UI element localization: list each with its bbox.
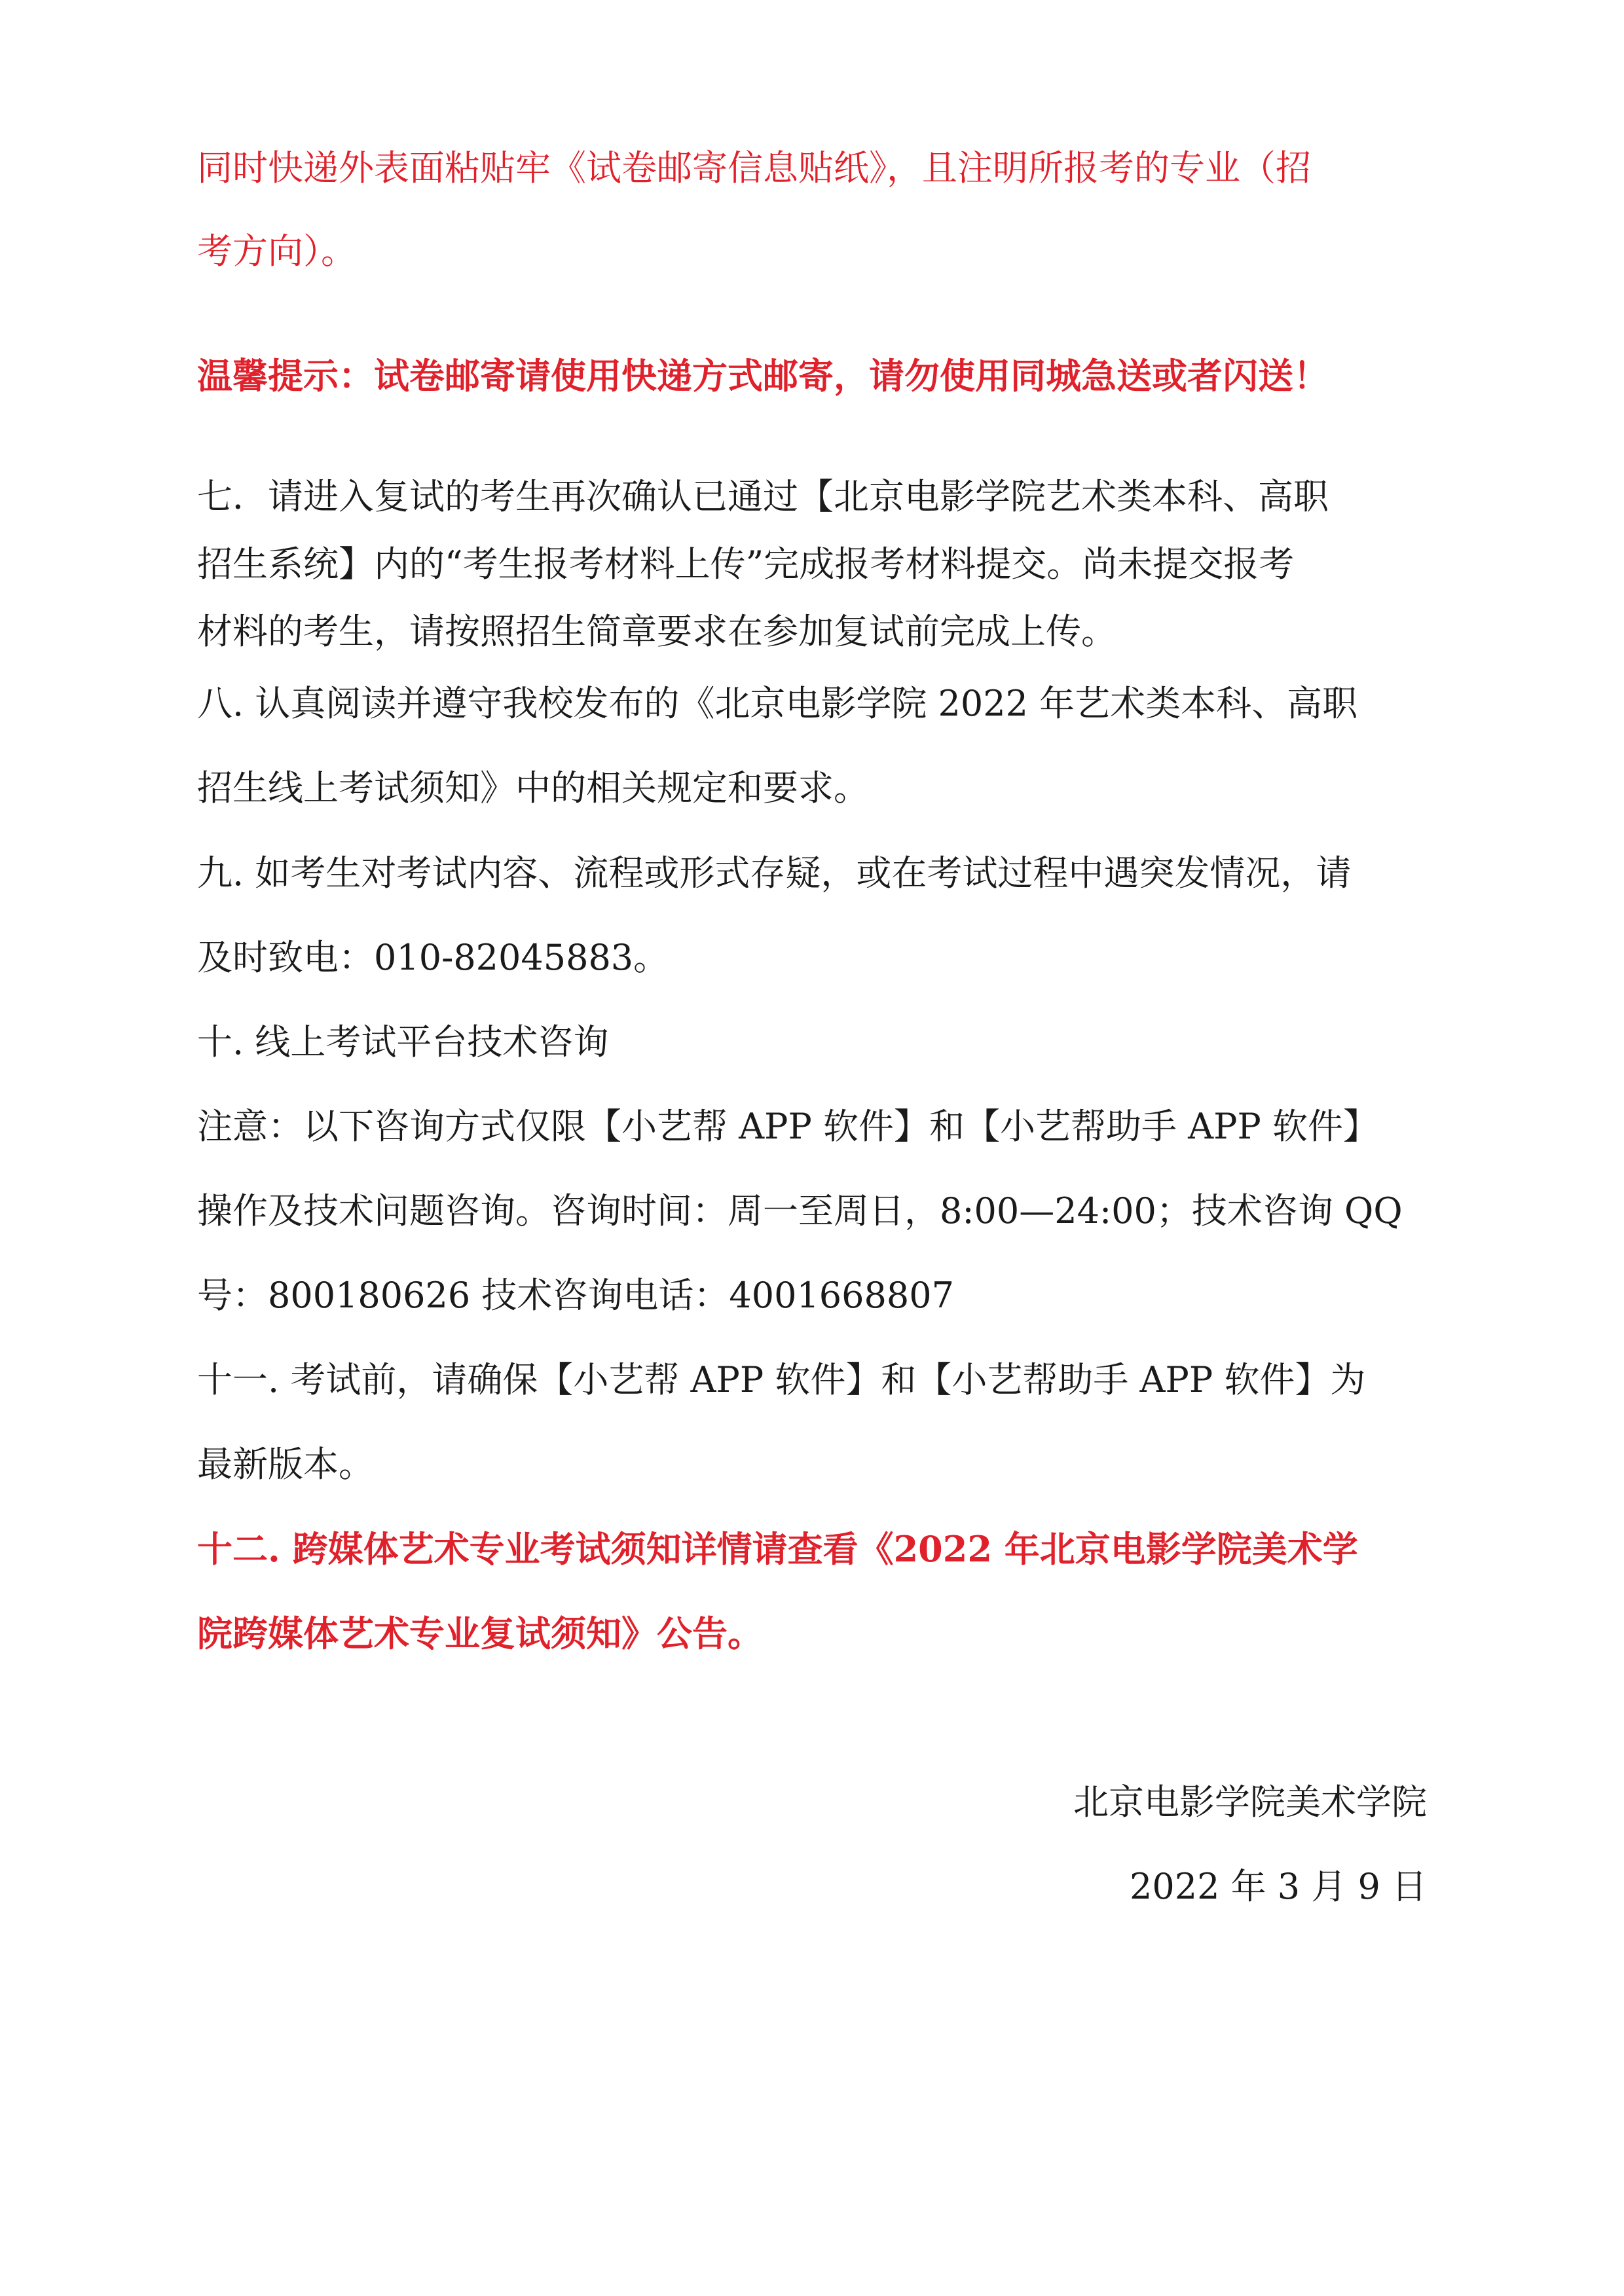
signature-date: 2022 年 3 月 9 日 [1130,1866,1427,1907]
item-10-note-line-1: 注意：以下咨询方式仅限【小艺帮 APP 软件】和【小艺帮助手 APP 软件】 [197,1106,1378,1147]
item-9-line-2: 及时致电：010-82045883。 [197,937,669,978]
mailing-instruction-line-1: 同时快递外表面粘贴牢《试卷邮寄信息贴纸》，且注明所报考的专业（招 [197,147,1311,189]
item-10-title: 十. 线上考试平台技术咨询 [197,1021,609,1063]
item-10-note-line-2: 操作及技术问题咨询。咨询时间：周一至周日，8:00—24:00；技术咨询 QQ [197,1190,1403,1231]
item-7-line-2: 招生系统】内的“考生报考材料上传”完成报考材料提交。尚未提交报考 [197,543,1295,585]
warning-tip: 温馨提示：试卷邮寄请使用快递方式邮寄，请勿使用同城急送或者闪送！ [197,355,1329,397]
item-7-line-3: 材料的考生，请按照招生简章要求在参加复试前完成上传。 [197,611,1116,652]
item-12-line-1: 十二. 跨媒体艺术专业考试须知详情请查看《2022 年北京电影学院美术学 [197,1528,1358,1570]
item-11-line-2: 最新版本。 [197,1444,374,1485]
item-10-note-line-3: 号：800180626 技术咨询电话：4001668807 [197,1275,954,1316]
item-7-line-1: 七．请进入复试的考生再次确认已通过【北京电影学院艺术类本科、高职 [197,476,1329,517]
item-9-line-1: 九. 如考生对考试内容、流程或形式存疑，或在考试过程中遇突发情况，请 [197,852,1352,894]
item-11-line-1: 十一. 考试前，请确保【小艺帮 APP 软件】和【小艺帮助手 APP 软件】为 [197,1359,1366,1400]
signature-organization: 北京电影学院美术学院 [1073,1781,1427,1823]
item-12-line-2: 院跨媒体艺术专业复试须知》公告。 [197,1613,763,1654]
item-8-line-2: 招生线上考试须知》中的相关规定和要求。 [197,767,869,809]
mailing-instruction-line-2: 考方向）。 [197,230,356,272]
item-8-line-1: 八. 认真阅读并遵守我校发布的《北京电影学院 2022 年艺术类本科、高职 [197,683,1358,724]
